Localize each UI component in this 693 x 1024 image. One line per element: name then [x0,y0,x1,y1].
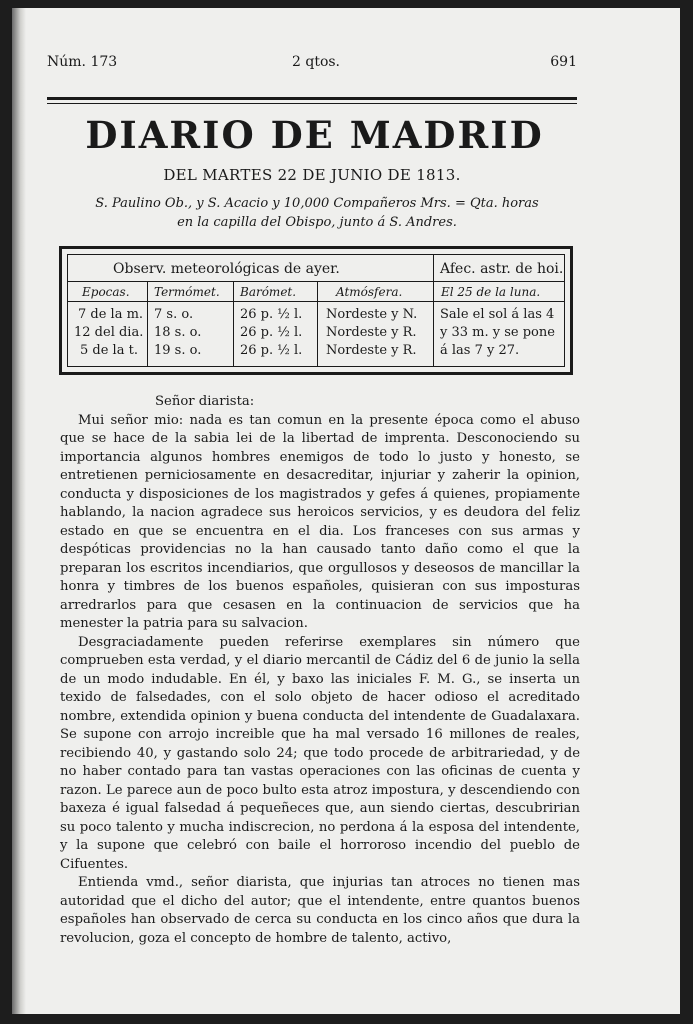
newspaper-page [12,8,680,1014]
header-rule-thin [47,103,577,104]
saints-line-2: en la capilla del Obispo, junto á S. Andres. [177,215,457,230]
weather-title-right: Afec. astr. de hoi. [440,261,564,277]
masthead-title: DIARIO DE MADRID [85,113,544,157]
article-paragraph-2: Desgraciadamente pueden referirse exemplares sin número que comprueben esta verdad, y el diario mercantil de Cádiz del 6 de junio la sella de un modo indudable. En él, y baxo las iniciales F. M. G., se inserta un texido de falsedades, con el solo objeto de hacer odioso el acreditado nombre, extendida opinion y buena conducta del intendente de Guadalaxara. Se supone con arrojo increible que ha mal versado 16 millones de reales, recibiendo 40, y gastando solo 24; que todo procede de arbitrariedad, y de no haber contado para tan vastas operaciones con las oficinas de cuenta y razon. Le parece aun de poco bulto esta atroz impostura, y descendiendo con baxeza é igual falsedad á pequeñeces que, aun siendo ciertas, descubririan su poco talento y mucha indiscrecion, no perdona á la esposa del intendente, y la supone que celebró con baile el horroroso incendio del pueblo de Cifuentes. [60,634,580,872]
luna-line-3: á las 7 y 27. [440,343,520,358]
row2-epoca: 12 del dia. [74,325,144,340]
issue-number: Núm. 173 [47,54,118,70]
header-line [47,54,577,78]
weather-divider-3 [317,281,318,366]
weather-divider-1 [147,281,148,366]
row3-atmosfera: Nordeste y R. [326,343,417,358]
row1-barometro: 26 p. ½ l. [240,307,303,322]
row3-barometro: 26 p. ½ l. [240,343,303,358]
header-rule [47,97,577,100]
row2-atmosfera: Nordeste y R. [326,325,417,340]
luna-line-2: y 33 m. y se pone [440,325,555,340]
article-paragraph-1: Mui señor mio: nada es tan comun en la presente época como el abuso que se hace de la sabia lei de la libertad de imprenta. Desconociendo su importancia algunos hombres enemigos de todo lo justo y honesto, se entretienen perniciosamente en desacreditar, injuriar y zaherir la opinion, conducta y disposiciones de los magistrados y gefes á quienes, propiamente hablando, la nacion agradece sus heroicos servicios, y es deudora del feliz estado en que se encuentra en el dia. Los franceses con sus armas y despóticas providencias no la han causado tanto daño como el que la preparan los escritos incendiarios, que orgullosos y deseosos de mancillar la honra y timbres de los buenos españoles, quisieran con sus imposturas arredrarlos para que cesasen en la continuacion de servicios que ha menester la patria para su salvacion. [60,412,580,631]
weather-divider-main [433,255,434,366]
article-paragraph-3: Entienda vmd., señor diarista, que injurias tan atroces no tienen mas autoridad que el dicho del autor; que el intendente, entre quantos buenos españoles han observado de cerca su conducta en los cinco años que dura la revolucion, goza el concepto de hombre de talento, activo, [60,875,580,946]
saints-of-the-day [67,194,567,232]
col-header-atmosfera: Atmósfera. [336,285,403,299]
col-header-luna: El 25 de la luna. [441,285,541,299]
row1-epoca: 7 de la m. [78,307,144,322]
price: 2 qtos. [292,54,341,70]
dateline: DEL MARTES 22 DE JUNIO DE 1813. [163,166,461,184]
col-header-termometro: Termómet. [154,285,220,299]
saints-line-1: S. Paulino Ob., y S. Acacio y 10,000 Compañeros Mrs. = Qta. horas [95,196,539,211]
weather-rule-header [68,301,564,302]
row2-termometro: 18 s. o. [154,325,202,340]
row1-atmosfera: Nordeste y N. [326,307,418,322]
row1-termometro: 7 s. o. [154,307,194,322]
row3-epoca: 5 de la t. [80,343,138,358]
weather-title-left: Observ. meteorológicas de ayer. [113,261,340,277]
weather-rule-top [68,281,564,282]
col-header-epocas: Epocas. [82,285,130,299]
article-body [60,393,580,948]
col-header-barometro: Barómet. [240,285,297,299]
row3-termometro: 19 s. o. [154,343,202,358]
page-number: 691 [550,54,577,70]
row2-barometro: 26 p. ½ l. [240,325,303,340]
article-salutation: Señor diarista: [155,394,255,409]
luna-line-1: Sale el sol á las 4 [440,307,555,322]
binding-gutter [12,8,26,1014]
weather-table-inner [67,254,565,367]
weather-divider-2 [233,281,234,366]
weather-table [59,246,573,375]
